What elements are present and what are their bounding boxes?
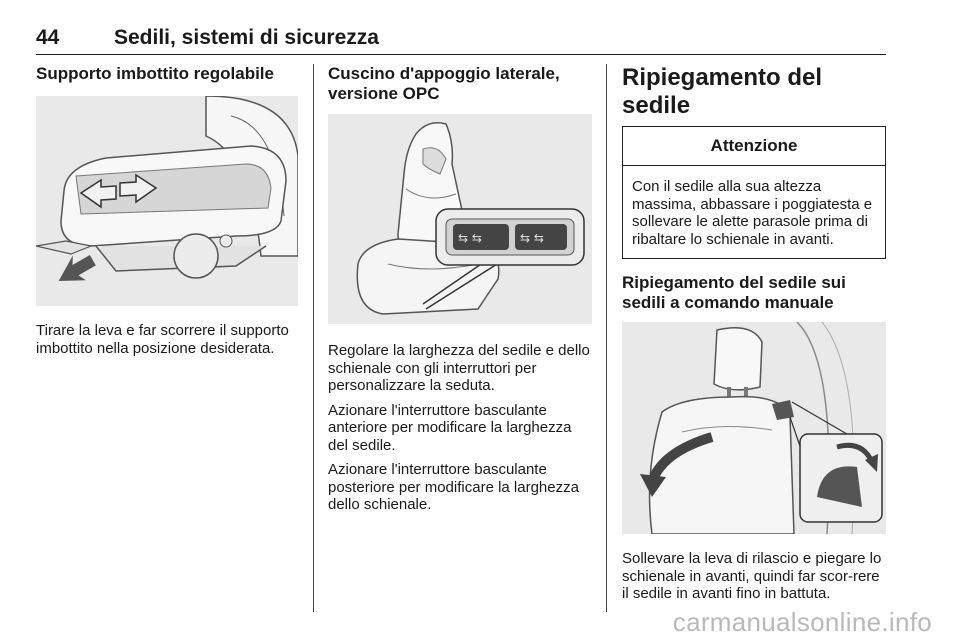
folding-heading: Ripiegamento del sedile: [622, 64, 823, 119]
lumbar-heading: Supporto imbottito regolabile: [36, 64, 274, 83]
warning-box: [622, 126, 886, 259]
warning-text: Con il sedile alla sua altezza massima, abbassare i poggiatesta e sollevare le alette parasole prima di ribaltare lo schienale in avanti.: [632, 178, 873, 248]
column-divider: [606, 64, 607, 612]
bolster-paragraph-1: Regolare la larghezza del sedile e dello schienale con gli interruttori per personalizzare la seduta.: [328, 342, 590, 394]
bolster-heading: Cuscino d'appoggio laterale, versione OPC: [328, 64, 560, 103]
column-side-bolster: [328, 64, 592, 514]
page-number: 44: [36, 26, 60, 49]
svg-text:⇆ ⇆: ⇆ ⇆: [458, 231, 482, 245]
column-divider: [313, 64, 314, 612]
bolster-paragraph-2: Azionare l'interruttore basculante anteriore per modificare la larghezza del sedile.: [328, 401, 572, 454]
manual-seat-subheading: Ripiegamento del sedile sui sedili a comando manuale: [622, 273, 846, 312]
lumbar-support-illustration: [36, 96, 298, 306]
section-title: Sedili, sistemi di sicurezza: [114, 26, 379, 49]
column-seat-folding: [622, 64, 886, 603]
opc-seat-illustration: [328, 114, 592, 324]
column-lumbar-support: [36, 64, 298, 357]
manual-fold-instructions: Sollevare la leva di rilascio e piegare lo schienale in avanti, quindi far scor-rere il sedile in avanti fino in battuta.: [622, 550, 882, 602]
fold-seat-illustration: [622, 322, 886, 534]
svg-text:⇆ ⇆: ⇆ ⇆: [520, 231, 544, 245]
lumbar-instructions: Tirare la leva e far scorrere il supporto imbottito nella posizione desiderata.: [36, 322, 289, 357]
page-header: [36, 26, 886, 55]
bolster-paragraph-3: Azionare l'interruttore basculante posteriore per modificare la larghezza dello schienale.: [328, 461, 579, 513]
watermark: carmanualsonline.info: [672, 607, 932, 637]
warning-title: Attenzione: [623, 127, 885, 166]
